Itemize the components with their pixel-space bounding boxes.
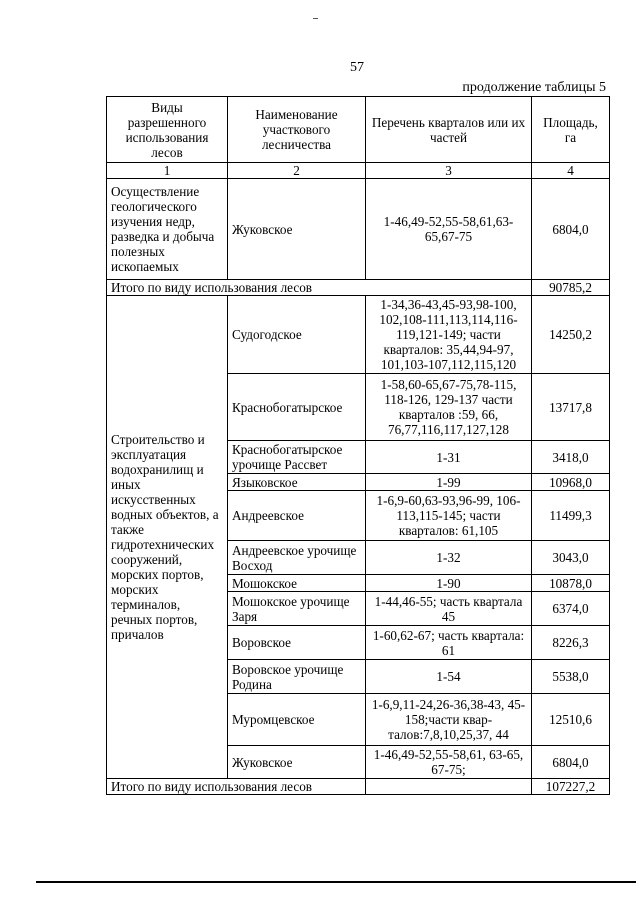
forestry-cell: Мошокское урочище Заря <box>228 592 366 626</box>
column-number: 3 <box>366 163 532 179</box>
forest-use-table <box>106 96 610 795</box>
area-cell: 3418,0 <box>532 441 610 474</box>
forestry-cell: Судогодское <box>228 296 366 374</box>
quarters-cell: 1-58,60-65,67-75,78-115, 118-126, 129-137 части кварталов :59, 66, 76,77,116,117,127,128 <box>366 374 532 441</box>
empty-cell <box>366 779 532 795</box>
quarters-cell: 1-46,49-52,55-58,61,63-65,67-75 <box>366 179 532 280</box>
total-row <box>107 280 610 296</box>
total-label: Итого по виду использования лесов <box>107 779 366 795</box>
header-use-type: Виды разрешенного использования лесов <box>107 97 228 163</box>
total-label: Итого по виду использования лесов <box>107 280 532 296</box>
area-cell: 10878,0 <box>532 575 610 592</box>
forestry-cell: Жуковское <box>228 179 366 280</box>
page-number: 57 <box>350 60 364 75</box>
table-row <box>107 179 610 280</box>
forestry-cell: Жуковское <box>228 746 366 779</box>
use-type-cell: Осуществление геологического изучения недр, разведка и добыча полезных ископаемых <box>107 179 228 280</box>
forestry-cell: Муромцевское <box>228 694 366 746</box>
use-type-cell: Строительство и эксплуатация водохранилищ и иных искусственных водных объектов, а также гидротехнических сооружений, морских портов, морских терминалов, речных портов, причалов <box>107 296 228 779</box>
area-cell: 8226,3 <box>532 626 610 660</box>
area-cell: 13717,8 <box>532 374 610 441</box>
total-area: 90785,2 <box>532 280 610 296</box>
page-bottom-rule <box>36 881 636 883</box>
forestry-cell: Андреевское урочище Восход <box>228 541 366 575</box>
quarters-cell: 1-6,9-60,63-93,96-99, 106-113,115-145; части кварталов: 61,105 <box>366 491 532 541</box>
table-continuation-note: продолжение таблицы 5 <box>462 80 606 95</box>
area-cell: 5538,0 <box>532 660 610 694</box>
forestry-cell: Краснобогатырское <box>228 374 366 441</box>
quarters-cell: 1-31 <box>366 441 532 474</box>
area-cell: 6374,0 <box>532 592 610 626</box>
header-forestry: Наименование участкового лесничества <box>228 97 366 163</box>
forestry-cell: Языковское <box>228 474 366 491</box>
column-number-row <box>107 163 610 179</box>
total-area: 107227,2 <box>532 779 610 795</box>
forestry-cell: Мошокское <box>228 575 366 592</box>
area-cell: 14250,2 <box>532 296 610 374</box>
quarters-cell: 1-60,62-67; часть квартала: 61 <box>366 626 532 660</box>
area-cell: 6804,0 <box>532 179 610 280</box>
quarters-cell: 1-34,36-43,45-93,98-100, 102,108-111,113,114,116-119,121-149; части кварталов: 35,44,94-97, 101,103-107,112,115,120 <box>366 296 532 374</box>
column-number: 2 <box>228 163 366 179</box>
header-area: Площадь, га <box>532 97 610 163</box>
scan-mark <box>313 18 318 19</box>
area-cell: 11499,3 <box>532 491 610 541</box>
area-cell: 12510,6 <box>532 694 610 746</box>
total-row <box>107 779 610 795</box>
column-number: 1 <box>107 163 228 179</box>
forestry-cell: Андреевское <box>228 491 366 541</box>
forestry-cell: Воровское урочище Родина <box>228 660 366 694</box>
quarters-cell: 1-32 <box>366 541 532 575</box>
quarters-cell: 1-54 <box>366 660 532 694</box>
table-row <box>107 296 610 374</box>
quarters-cell: 1-44,46-55; часть квартала 45 <box>366 592 532 626</box>
quarters-cell: 1-6,9,11-24,26-36,38-43, 45-158;части квар-талов:7,8,10,25,37, 44 <box>366 694 532 746</box>
quarters-cell: 1-90 <box>366 575 532 592</box>
table-header-row <box>107 97 610 163</box>
forestry-cell: Воровское <box>228 626 366 660</box>
column-number: 4 <box>532 163 610 179</box>
area-cell: 10968,0 <box>532 474 610 491</box>
quarters-cell: 1-46,49-52,55-58,61, 63-65, 67-75; <box>366 746 532 779</box>
area-cell: 3043,0 <box>532 541 610 575</box>
forestry-cell: Краснобогатырское урочище Рассвет <box>228 441 366 474</box>
header-quarters: Перечень кварталов или их частей <box>366 97 532 163</box>
quarters-cell: 1-99 <box>366 474 532 491</box>
area-cell: 6804,0 <box>532 746 610 779</box>
